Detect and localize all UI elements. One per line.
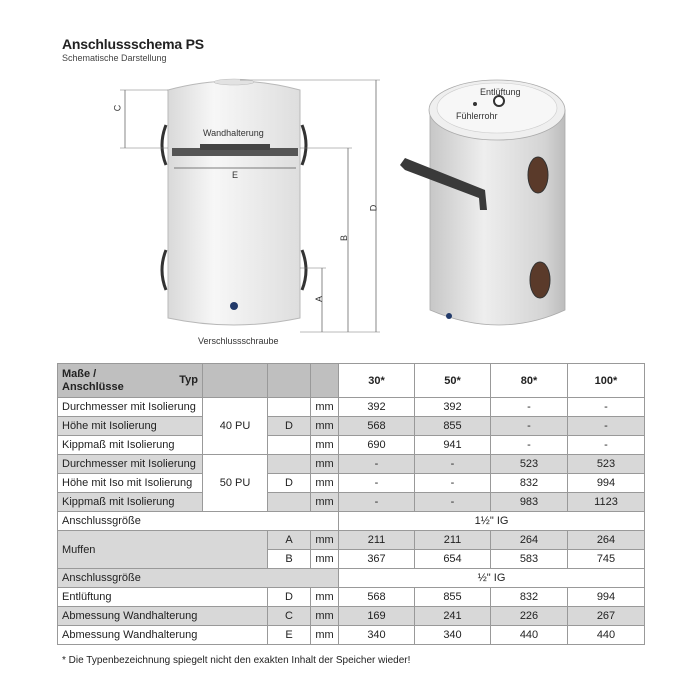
- cell: 568: [339, 417, 415, 436]
- cell: 832: [491, 474, 568, 493]
- row-label: Höhe mit Iso mit Isolierung: [58, 474, 203, 493]
- row-label: Entlüftung: [58, 588, 268, 607]
- row-code: C: [268, 607, 311, 626]
- row-label: Höhe mit Isolierung: [58, 417, 203, 436]
- row-code: B: [268, 550, 311, 569]
- header-blank-1: [203, 364, 268, 398]
- row-label: Durchmesser mit Isolierung: [58, 455, 203, 474]
- row-code: D: [268, 474, 311, 493]
- dim-b-label: B: [339, 234, 350, 242]
- table-row: [58, 569, 645, 588]
- header-masse: Maße /: [62, 367, 97, 380]
- table-row: [58, 626, 645, 645]
- footnote: * Die Typenbezeichnung spiegelt nicht den exakten Inhalt der Speicher wieder!: [62, 655, 411, 666]
- cell: 994: [568, 474, 645, 493]
- row-span-value: 1½" IG: [339, 512, 645, 531]
- row-unit: mm: [311, 626, 339, 645]
- table-row: [58, 417, 645, 436]
- cell: 523: [491, 455, 568, 474]
- row-unit: mm: [311, 436, 339, 455]
- cell: 211: [339, 531, 415, 550]
- cell: -: [415, 455, 491, 474]
- cell: -: [491, 417, 568, 436]
- dim-c-label: C: [112, 104, 123, 112]
- row-unit: mm: [311, 474, 339, 493]
- row-unit: mm: [311, 398, 339, 417]
- cell: 169: [339, 607, 415, 626]
- schematic-drawing: [100, 70, 400, 350]
- header-type-100: 100*: [568, 364, 645, 398]
- row-code: A: [268, 531, 311, 550]
- row-unit: mm: [311, 607, 339, 626]
- table-row: [58, 455, 645, 474]
- cell: 440: [491, 626, 568, 645]
- cell: -: [415, 493, 491, 512]
- page-title: Anschlussschema PS: [62, 36, 204, 52]
- header-masse-cell: [58, 364, 203, 398]
- cell: 832: [491, 588, 568, 607]
- dim-a-label: A: [314, 295, 325, 303]
- table-row: [58, 588, 645, 607]
- header-type-80: 80*: [491, 364, 568, 398]
- cell: 1123: [568, 493, 645, 512]
- header-type-30: 30*: [339, 364, 415, 398]
- cell: -: [491, 436, 568, 455]
- cell: 941: [415, 436, 491, 455]
- cell: 523: [568, 455, 645, 474]
- row-label: Anschlussgröße: [58, 512, 339, 531]
- cell: 226: [491, 607, 568, 626]
- spec-table: [57, 363, 645, 645]
- row-code: [268, 493, 311, 512]
- row-unit: mm: [311, 531, 339, 550]
- table-row: [58, 493, 645, 512]
- cell: -: [568, 436, 645, 455]
- row-code: D: [268, 417, 311, 436]
- cell: -: [415, 474, 491, 493]
- table-header-row: [58, 364, 645, 398]
- header-typ: Typ: [179, 373, 198, 386]
- row-label: Kippmaß mit Isolierung: [58, 436, 203, 455]
- dim-d-label: D: [368, 204, 379, 212]
- row-unit: mm: [311, 493, 339, 512]
- cell: 211: [415, 531, 491, 550]
- cell: 690: [339, 436, 415, 455]
- cell: 745: [568, 550, 645, 569]
- cell: 583: [491, 550, 568, 569]
- cell: 241: [415, 607, 491, 626]
- header-blank-2: [268, 364, 311, 398]
- table-row: [58, 607, 645, 626]
- label-entlueftung: Entlüftung: [480, 87, 521, 97]
- row-label: Anschlussgröße: [58, 569, 339, 588]
- dim-e-label: E: [232, 170, 239, 180]
- label-verschlussschraube: Verschlussschraube: [198, 336, 279, 346]
- group-40pu: 40 PU: [203, 398, 268, 455]
- cell: 264: [491, 531, 568, 550]
- row-code: [268, 398, 311, 417]
- row-unit: mm: [311, 455, 339, 474]
- cell: 367: [339, 550, 415, 569]
- cell: 340: [339, 626, 415, 645]
- cell: 392: [415, 398, 491, 417]
- cell: 340: [415, 626, 491, 645]
- cell: -: [339, 493, 415, 512]
- cell: 983: [491, 493, 568, 512]
- row-span-value: ½" IG: [339, 569, 645, 588]
- cell: 440: [568, 626, 645, 645]
- row-label: Abmessung Wandhalterung: [58, 607, 268, 626]
- page-subtitle: Schematische Darstellung: [62, 53, 167, 63]
- table-row: [58, 398, 645, 417]
- cell: -: [568, 398, 645, 417]
- row-label: Durchmesser mit Isolierung: [58, 398, 203, 417]
- header-blank-3: [311, 364, 339, 398]
- cell: -: [491, 398, 568, 417]
- cell: 654: [415, 550, 491, 569]
- row-unit: mm: [311, 588, 339, 607]
- cell: -: [339, 474, 415, 493]
- row-code: E: [268, 626, 311, 645]
- header-type-50: 50*: [415, 364, 491, 398]
- table-row: [58, 436, 645, 455]
- row-label: Muffen: [58, 531, 268, 569]
- row-code: [268, 455, 311, 474]
- cell: 264: [568, 531, 645, 550]
- label-wandhalterung: Wandhalterung: [203, 128, 264, 138]
- row-label: Abmessung Wandhalterung: [58, 626, 268, 645]
- cell: 267: [568, 607, 645, 626]
- row-code: [268, 436, 311, 455]
- row-unit: mm: [311, 550, 339, 569]
- cell: 855: [415, 588, 491, 607]
- row-label: Kippmaß mit Isolierung: [58, 493, 203, 512]
- row-code: D: [268, 588, 311, 607]
- row-unit: mm: [311, 417, 339, 436]
- header-anschluesse: Anschlüsse: [62, 380, 124, 393]
- table-row: [58, 474, 645, 493]
- table-row: [58, 531, 645, 550]
- cell: -: [568, 417, 645, 436]
- label-fuehlerrohr: Fühlerrohr: [456, 111, 498, 121]
- group-50pu: 50 PU: [203, 455, 268, 512]
- table-row: [58, 512, 645, 531]
- cell: 855: [415, 417, 491, 436]
- cell: -: [339, 455, 415, 474]
- cell: 994: [568, 588, 645, 607]
- cell: 392: [339, 398, 415, 417]
- cell: 568: [339, 588, 415, 607]
